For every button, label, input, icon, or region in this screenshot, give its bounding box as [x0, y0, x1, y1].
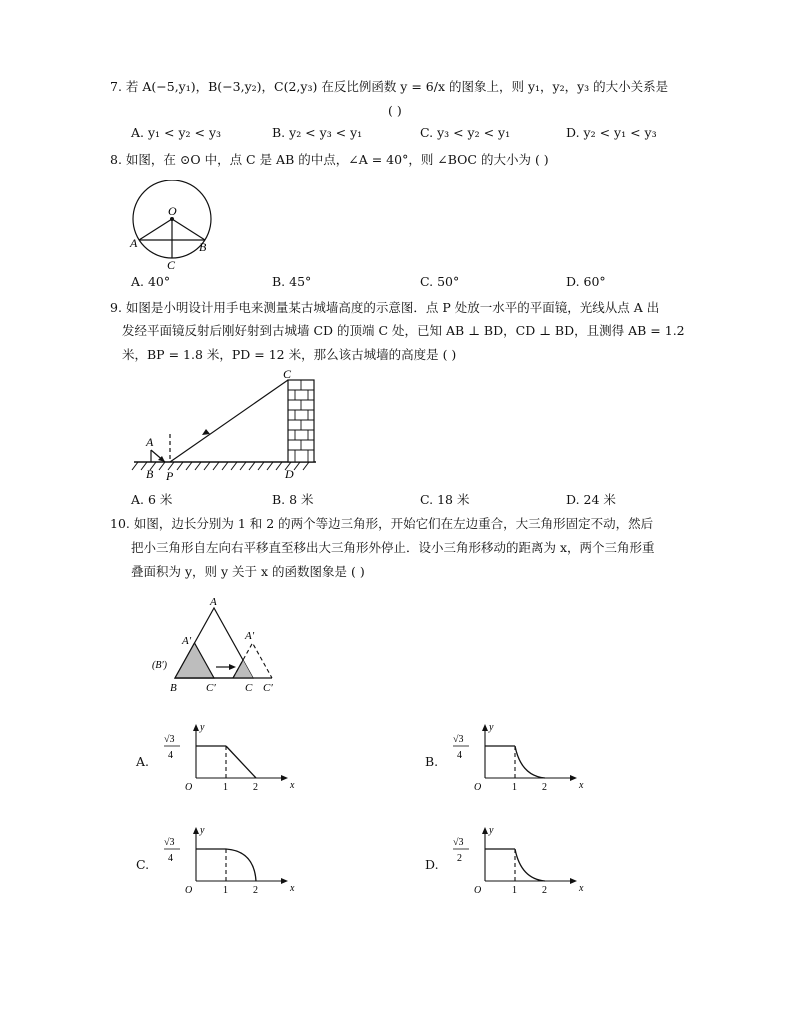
x-axis-arrow — [281, 878, 288, 884]
q10-stem-line1: 10. 如图，边长分别为 1 和 2 的两个等边三角形，开始它们在左边重合，大三角形固定不动，然后 — [110, 516, 654, 531]
segment-oa — [139, 219, 172, 240]
tick-1-label: 1 — [223, 885, 228, 896]
q10-option-b[interactable] — [425, 722, 585, 802]
y-axis-label: y — [200, 825, 205, 836]
option-letter: B. — [425, 754, 439, 769]
y-level-numerator: √3 — [164, 837, 175, 848]
function-graph — [449, 825, 599, 905]
y-level-denominator: 4 — [168, 750, 173, 761]
falling-curve — [226, 746, 256, 778]
label-b: B — [146, 467, 154, 481]
origin-label: O — [185, 782, 193, 793]
q9-option-b[interactable]: B. 8 米 — [272, 492, 314, 507]
tick-1-label: 1 — [512, 885, 517, 896]
label-d: D — [285, 467, 294, 481]
label-a-prime-right: A′ — [245, 630, 255, 642]
function-graph — [160, 722, 310, 802]
x-axis-arrow — [570, 878, 577, 884]
origin-label: O — [474, 782, 482, 793]
origin-label: O — [185, 885, 193, 896]
y-axis-arrow — [482, 827, 488, 834]
arrow-head-mid — [202, 429, 210, 435]
y-axis-label: y — [489, 825, 494, 836]
q8-option-d[interactable]: D. 60° — [566, 274, 606, 289]
origin-label: O — [474, 885, 482, 896]
ground-hatching — [132, 462, 309, 470]
falling-curve — [515, 746, 545, 778]
overlap-region — [233, 660, 253, 678]
tick-2-label: 2 — [542, 885, 547, 896]
ray-pc — [170, 380, 288, 462]
x-axis-arrow — [570, 775, 577, 781]
y-axis-label: y — [200, 722, 205, 733]
q9-option-d[interactable]: D. 24 米 — [566, 492, 616, 507]
tick-2-label: 2 — [253, 885, 258, 896]
label-o: O — [168, 204, 177, 218]
tick-2-label: 2 — [542, 782, 547, 793]
q10-stem-line3: 叠面积为 y，则 y 关于 x 的函数图象是 ( ) — [131, 564, 365, 579]
option-letter: A. — [136, 754, 150, 769]
q9-stem-line2: 发经平面镜反射后刚好射到古城墙 CD 的顶端 C 处，已知 AB ⊥ BD，CD ⊥ BD，且测得 AB = 1.2 — [122, 323, 685, 338]
label-b-prime: (B′) — [152, 660, 167, 671]
y-level-numerator: √3 — [453, 734, 464, 745]
falling-curve — [515, 849, 545, 881]
q10-option-d[interactable] — [425, 825, 585, 905]
function-graph — [449, 722, 599, 802]
y-level-denominator: 4 — [457, 750, 462, 761]
y-axis-arrow — [193, 827, 199, 834]
q10-option-c[interactable] — [136, 825, 296, 905]
y-level-numerator: √3 — [164, 734, 175, 745]
label-a: A — [146, 435, 154, 449]
move-arrow-head — [229, 664, 236, 670]
q8-option-c[interactable]: C. 50° — [420, 274, 460, 289]
q8-option-a[interactable]: A. 40° — [131, 274, 171, 289]
q9-option-c[interactable]: C. 18 米 — [420, 492, 470, 507]
y-axis-arrow — [193, 724, 199, 731]
q9-option-a[interactable]: A. 6 米 — [131, 492, 173, 507]
y-axis-label: y — [489, 722, 494, 733]
label-c: C — [283, 367, 292, 381]
label-c-prime-right: C′ — [263, 682, 273, 694]
q7-answer-blank: ( ) — [388, 103, 402, 118]
q7-option-c[interactable]: C. y₃ < y₂ < y₁ — [420, 125, 511, 140]
x-axis-label: x — [290, 780, 295, 791]
label-a: A — [130, 236, 138, 250]
q10-option-a[interactable] — [136, 722, 296, 802]
option-letter: C. — [136, 857, 150, 872]
q7-option-b[interactable]: B. y₂ < y₃ < y₁ — [272, 125, 363, 140]
label-c: C — [167, 258, 176, 270]
q7-option-d[interactable]: D. y₂ < y₁ < y₃ — [566, 125, 657, 140]
q7-stem: 7. 若 A(−5,y₁)，B(−3,y₂)，C(2,y₃) 在反比例函数 y = 6/x 的图象上，则 y₁，y₂，y₃ 的大小关系是 — [110, 79, 669, 94]
q8-option-b[interactable]: B. 45° — [272, 274, 312, 289]
label-c: C — [245, 682, 253, 694]
small-triangle-origin — [175, 643, 214, 678]
x-axis-label: x — [290, 883, 295, 894]
q9-stem-line1: 9. 如图是小明设计用手电来测量某古城墙高度的示意图．点 P 处放一水平的平面镜，光线从点 A 出 — [110, 300, 660, 315]
y-level-denominator: 2 — [457, 853, 462, 864]
y-level-numerator: √3 — [453, 837, 464, 848]
label-b: B — [170, 682, 177, 694]
tick-2-label: 2 — [253, 782, 258, 793]
tick-1-label: 1 — [512, 782, 517, 793]
q9-stem-line3: 米，BP = 1.8 米，PD = 12 米，那么该古城墙的高度是 ( ) — [122, 347, 457, 362]
tick-1-label: 1 — [223, 782, 228, 793]
q8-circle-figure — [126, 180, 216, 270]
q10-triangle-figure — [148, 594, 288, 696]
label-p: P — [166, 469, 174, 483]
label-b: B — [199, 240, 207, 254]
y-axis-arrow — [482, 724, 488, 731]
x-axis-arrow — [281, 775, 288, 781]
function-graph — [160, 825, 310, 905]
label-c-prime-left: C′ — [206, 682, 216, 694]
segment-ob — [172, 219, 205, 240]
option-letter: D. — [425, 857, 439, 872]
q10-stem-line2: 把小三角形自左向右平移直至移出大三角形外停止．设小三角形移动的距离为 x，两个三角形重 — [131, 540, 655, 555]
brick-wall — [288, 380, 314, 462]
label-a: A — [210, 596, 217, 608]
y-level-denominator: 4 — [168, 853, 173, 864]
label-a-prime-left: A′ — [182, 635, 192, 647]
falling-curve — [226, 849, 256, 881]
q8-stem: 8. 如图，在 ⊙O 中，点 C 是 AB 的中点，∠A = 40°，则 ∠BOC 的大小为 ( ) — [110, 152, 549, 167]
q7-option-a[interactable]: A. y₁ < y₂ < y₃ — [131, 125, 222, 140]
x-axis-label: x — [579, 780, 584, 791]
x-axis-label: x — [579, 883, 584, 894]
q9-wall-figure — [128, 364, 328, 484]
